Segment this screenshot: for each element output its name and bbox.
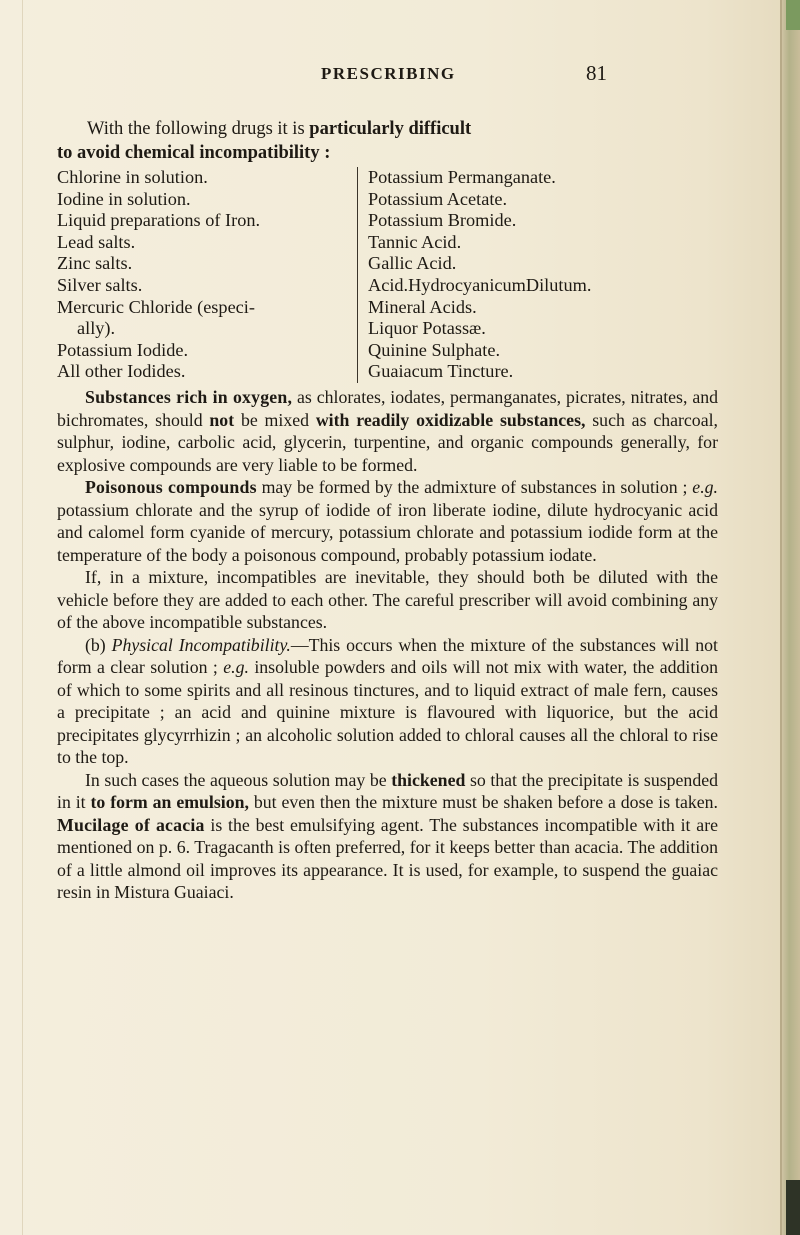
intro-text-bold: particularly difficult xyxy=(309,119,472,139)
page-number: 81 xyxy=(586,61,607,85)
edge-mark-bottom xyxy=(786,1180,800,1235)
emphasis-thickened: thickened xyxy=(391,769,466,790)
paragraph-text: but even then the mixture must be shaken before a dose is taken. xyxy=(248,792,718,812)
paragraph-emulsion xyxy=(57,769,718,904)
list-item: Tannic Acid. xyxy=(368,231,462,252)
edge-mark-top xyxy=(786,0,800,30)
list-item: Iodine in solution. xyxy=(57,188,191,209)
intro-text-a: With the following drugs it is xyxy=(87,119,310,139)
intro-sentence xyxy=(57,117,717,165)
paragraph-lead: Substances rich in oxygen, xyxy=(85,387,293,407)
paragraph-label: (b) xyxy=(85,634,106,655)
list-item: Zinc salts. xyxy=(57,253,133,274)
body-text xyxy=(57,386,718,904)
list-item: Potassium Bromide. xyxy=(368,210,517,231)
list-item: Quinine Sulphate. xyxy=(368,339,501,360)
paragraph-text: may be formed by the admixture of substances in solution ; xyxy=(256,477,693,497)
paragraph-text: is the best emulsifying agent. The substances incompatible with it are mentioned on p. 6. Tragacanth is often preferred, for it keeps better than acacia. The addition of a little almond oil improves its appearance. It is used, for example, to suspend the guaiac resin in Mistura Guaiaci. xyxy=(57,814,719,902)
list-item: All other Iodides. xyxy=(57,361,186,382)
paragraph-eg: e.g. xyxy=(692,477,718,497)
paragraph-oxygen xyxy=(57,386,718,476)
paragraph-text: be mixed xyxy=(234,409,316,430)
list-item: Acid.HydrocyanicumDilutum. xyxy=(368,274,592,295)
intro-text-b: to avoid chemical incompatibility : xyxy=(57,143,331,163)
paragraph-text: —This occurs when the mixture of the substances will not form a clear solution ; xyxy=(57,634,718,677)
paragraph-text: such as charcoal, sulphur, iodine, carbolic acid, glycerin, turpentine, and organic compounds generally, for explosive compounds are very liable to be formed. xyxy=(57,409,718,475)
list-item: Mineral Acids. xyxy=(368,296,477,317)
list-item: Chlorine in solution. xyxy=(57,167,208,187)
paragraph-title: Physical Incompatibility. xyxy=(111,634,291,655)
list-item: Liquid preparations of Iron. xyxy=(57,210,261,231)
paragraph-physical xyxy=(57,634,718,769)
paragraph-text: so that the precipitate is suspended in it xyxy=(57,769,718,812)
paragraph-lead: Poisonous compounds xyxy=(85,477,257,497)
paragraph-text: potassium chlorate and the syrup of iodide of iron liberate iodine, dilute hydrocyanic acid and calomel form cyanide of mercury, potassium chlorate and potassium iodide form at the temperature of the body a poisonous compound, probably potassium iodate. xyxy=(57,499,718,565)
margin-line xyxy=(22,0,23,1235)
list-item: Lead salts. xyxy=(57,231,136,252)
list-item: ally). xyxy=(77,318,116,339)
emphasis-oxidizable: with readily oxidizable substances, xyxy=(315,409,586,430)
emphasis-emulsion: to form an emulsion, xyxy=(90,792,249,812)
paragraph-incompatibles: If, in a mixture, incompatibles are inevitable, they should both be diluted with the vehicle before they are added to each other. The careful prescriber will avoid combining any of the above incompatible substances. xyxy=(57,567,718,632)
drug-list-left xyxy=(57,167,347,383)
paragraph-poisonous xyxy=(57,476,718,566)
list-item: Guaiacum Tincture. xyxy=(368,361,514,382)
list-item: Potassium Iodide. xyxy=(57,339,189,360)
list-item: Silver salts. xyxy=(57,274,143,295)
page-header xyxy=(0,61,800,88)
paragraph-eg: e.g. xyxy=(223,657,249,677)
paragraph-text: as chlorates, iodates, permanganates, picrates, nitrates, and bichromates, should xyxy=(57,387,718,430)
emphasis-not: not xyxy=(209,409,235,430)
list-item: Liquor Potassæ. xyxy=(368,318,486,339)
emphasis-mucilage: Mucilage of acacia xyxy=(57,814,205,835)
list-item: Potassium Permanganate. xyxy=(368,167,556,187)
paragraph-text: insoluble powders and oils will not mix with water, the addition of which to some spirits and all resinous tinctures, and to liquid extract of male fern, causes a precipitate ; an acid and quinine mixture is flavoured with liquorice, but the acid precipitates glycyrrhizin ; an alcoholic solution added to chloral causes all the chloral to rise to the top. xyxy=(57,657,718,767)
list-item: Mercuric Chloride (especi- xyxy=(57,296,255,317)
running-head: PRESCRIBING xyxy=(321,64,456,83)
paragraph-text: In such cases the aqueous solution may be xyxy=(85,769,392,790)
list-item: Gallic Acid. xyxy=(368,253,457,274)
list-item: Potassium Acetate. xyxy=(368,188,508,209)
drug-list-right xyxy=(357,167,728,383)
page-edge-strip xyxy=(782,0,800,1235)
